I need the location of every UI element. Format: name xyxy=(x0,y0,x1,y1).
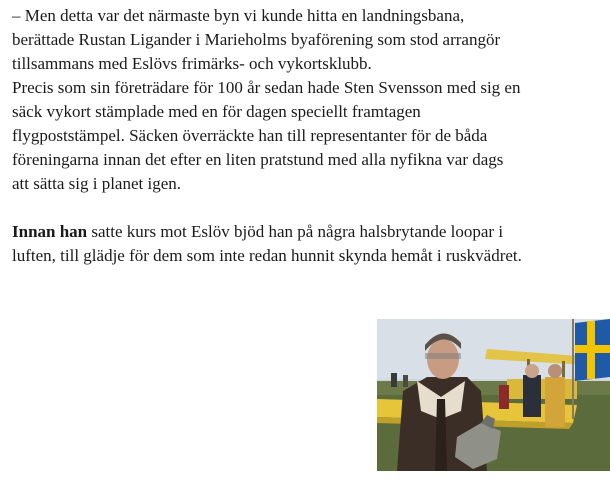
paragraph-loops xyxy=(12,220,602,268)
text-line: att sätta sig i planet igen. xyxy=(12,174,182,193)
text-line: Precis som sin företrädare för 100 år sedan hade Sten Svensson med sig en xyxy=(12,78,521,97)
paragraph-postcards xyxy=(12,76,602,196)
paragraph-gap xyxy=(12,196,602,220)
text-line: – Men detta var det närmaste byn vi kunde hitta en landningsbana, xyxy=(12,6,465,25)
article-photo xyxy=(377,319,610,471)
text-line: satte kurs mot Eslöv bjöd han på några halsbrytande loopar i xyxy=(87,222,504,241)
paragraph-quote xyxy=(12,4,602,76)
text-line: säck vykort stämplade med en för dagen speciellt framtagen xyxy=(12,102,421,121)
text-line: flygpoststämpel. Säcken överräckte han till representanter för de båda xyxy=(12,126,488,145)
text-line: tillsammans med Eslövs frimärks- och vykortsklubb. xyxy=(12,54,372,73)
photo-illustration xyxy=(377,319,610,471)
text-line: föreningarna innan det efter en liten pratstund med alla nyfikna var dags xyxy=(12,150,504,169)
lead-in-bold: Innan han xyxy=(12,222,88,241)
text-line: berättade Rustan Ligander i Marieholms byaförening som stod arrangör xyxy=(12,30,501,49)
text-line: luften, till glädje för dem som inte redan hunnit skynda hemåt i ruskvädret. xyxy=(12,246,522,265)
article-body xyxy=(12,4,602,268)
